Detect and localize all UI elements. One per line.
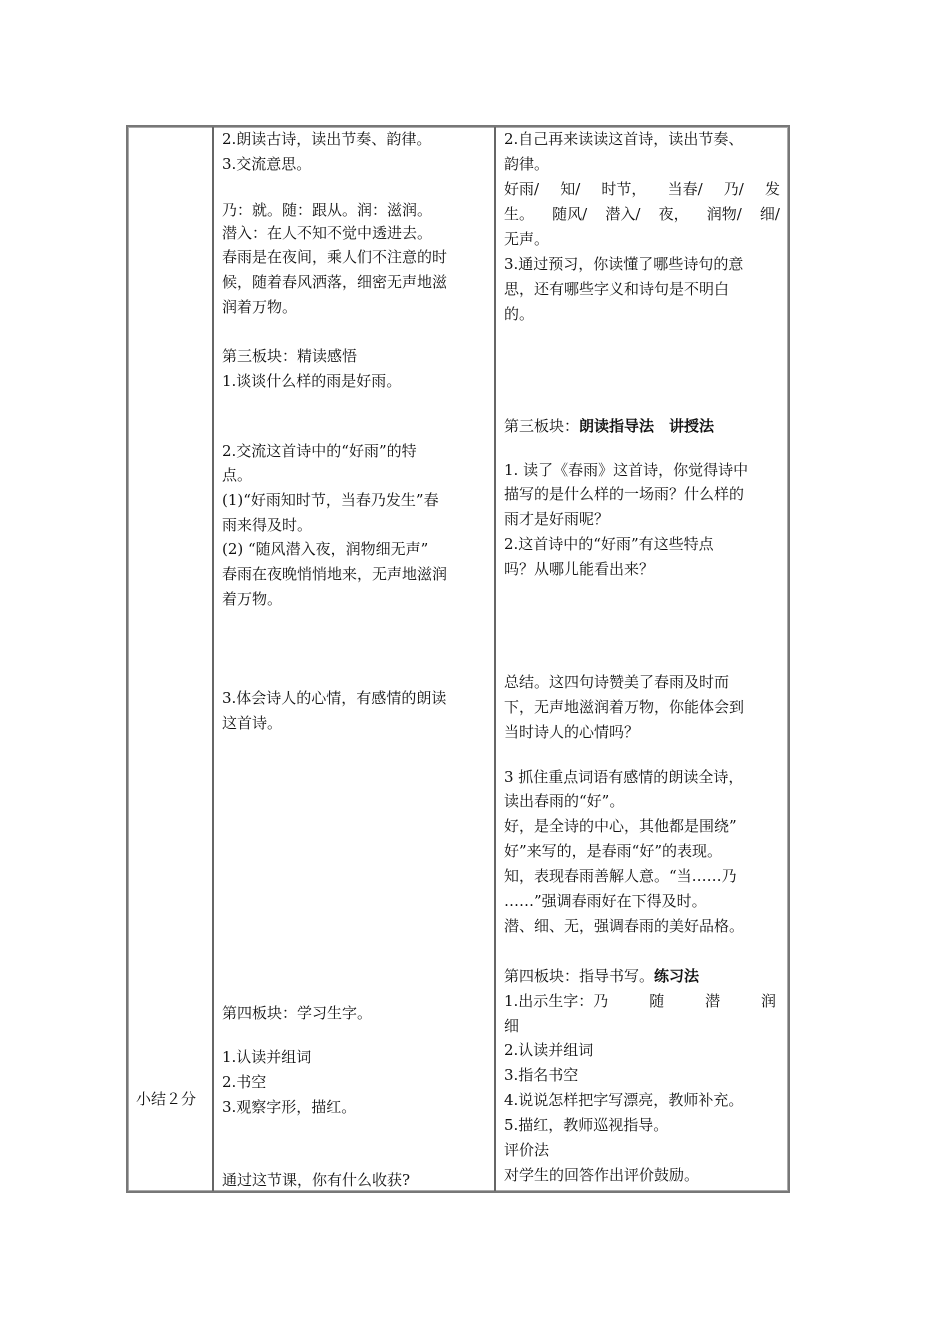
text-line: 吗？从哪儿能看出来？ xyxy=(504,560,655,578)
character-item: 潜 xyxy=(705,992,721,1010)
rhythm-segment: 乃/ xyxy=(723,180,744,198)
text-line: 通过这节课，你有什么收获? xyxy=(222,1171,411,1189)
text-line: 2.这首诗中的“好雨”有这些特点 xyxy=(504,535,714,553)
rhythm-segment: 好雨/ xyxy=(504,180,540,198)
text-line: 着万物。 xyxy=(222,590,283,608)
text-line: 5.描红，教师巡视指导。 xyxy=(504,1116,669,1134)
text-line: 候，随着春风洒落，细密无声地滋 xyxy=(222,273,448,291)
text-line: 的。 xyxy=(504,305,535,323)
rhythm-segment: 润物/ xyxy=(706,205,742,223)
lesson-plan-table xyxy=(126,125,790,1193)
new-characters-line xyxy=(504,992,776,1011)
text-line: 3.观察字形，描红。 xyxy=(222,1098,357,1116)
poem-rhythm-line xyxy=(504,205,780,224)
text-line: 对学生的回答作出评价鼓励。 xyxy=(504,1166,700,1184)
teacher-activity-column xyxy=(496,127,788,1191)
rhythm-segment: 细/ xyxy=(759,205,780,223)
section-heading-prefix: 第三板块： xyxy=(504,417,580,435)
rhythm-segment: 随风/ xyxy=(552,205,588,223)
text-line: 2.自己再来读读这首诗，读出节奏、 xyxy=(504,130,744,148)
text-line: 4.说说怎样把字写漂亮，教师补充。 xyxy=(504,1091,744,1109)
text-line: ……”强调春雨好在下得及时。 xyxy=(504,892,707,910)
text-line: 雨才是好雨呢？ xyxy=(504,510,610,528)
text-line: 2.朗读古诗，读出节奏、韵律。 xyxy=(222,130,432,148)
poem-rhythm-line xyxy=(504,180,780,199)
text-line: 好，是全诗的中心，其他都是围绕” xyxy=(504,817,737,835)
text-line: 3.交流意思。 xyxy=(222,155,312,173)
text-line: 润着万物。 xyxy=(222,298,298,316)
method-label: 朗读指导法 讲授法 xyxy=(579,417,715,435)
text-line: 描写的是什么样的一场雨？什么样的 xyxy=(504,485,745,503)
rhythm-segment: 生。 xyxy=(504,205,535,223)
stage-label: 小结２分 xyxy=(136,1090,197,1108)
text-line: 知，表现春雨善解人意。“当……乃 xyxy=(504,867,737,885)
method-label: 练习法 xyxy=(654,967,700,985)
rhythm-segment: 潜入/ xyxy=(605,205,641,223)
character-item: 1.出示生字：乃 xyxy=(504,992,609,1010)
character-item: 随 xyxy=(649,992,665,1010)
section-heading: 第四板块：学习生字。 xyxy=(222,1004,373,1022)
rhythm-segment: 夜， xyxy=(658,205,689,223)
text-line: 1. 读了《春雨》这首诗，你觉得诗中 xyxy=(504,461,749,479)
rhythm-segment: 发 xyxy=(764,180,780,198)
text-line: 3.指名书空 xyxy=(504,1066,579,1084)
section-heading xyxy=(504,417,714,436)
rhythm-segment: 当春/ xyxy=(667,180,703,198)
stage-column xyxy=(128,127,212,1191)
text-line: 韵律。 xyxy=(504,155,550,173)
text-line: 潜入：在人不知不觉中透进去。 xyxy=(222,224,433,242)
rhythm-segment: 知/ xyxy=(560,180,581,198)
text-line: 潜、细、无，强调春雨的美好品格。 xyxy=(504,917,745,935)
text-line: 细 xyxy=(504,1017,520,1035)
character-item: 润 xyxy=(760,992,776,1010)
text-line: 读出春雨的“好”。 xyxy=(504,792,625,810)
section-heading-prefix: 第四板块：指导书写。 xyxy=(504,967,655,985)
text-line: 无声。 xyxy=(504,230,550,248)
text-line: 1.认读并组词 xyxy=(222,1048,312,1066)
text-line: 3.通过预习，你读懂了哪些诗句的意 xyxy=(504,255,744,273)
student-activity-column xyxy=(214,127,494,1191)
text-line: 2.交流这首诗中的“好雨”的特 xyxy=(222,442,417,460)
text-line: (2) “随风潜入夜，润物细无声” xyxy=(222,540,429,558)
method-note: 评价法 xyxy=(504,1141,550,1159)
text-line: 2.书空 xyxy=(222,1073,267,1091)
text-line: 2.认读并组词 xyxy=(504,1041,594,1059)
text-line: 这首诗。 xyxy=(222,714,283,732)
text-line: 总结。这四句诗赞美了春雨及时而 xyxy=(504,673,730,691)
text-line: (1)“好雨知时节，当春乃发生”春 xyxy=(222,491,439,509)
text-line: 当时诗人的心情吗？ xyxy=(504,723,640,741)
section-heading xyxy=(504,967,699,986)
text-line: 好”来写的，是春雨“好”的表现。 xyxy=(504,842,723,860)
text-line: 乃：就。随：跟从。润：滋润。 xyxy=(222,201,433,219)
text-line: 3.体会诗人的心情，有感情的朗读 xyxy=(222,689,447,707)
text-line: 春雨是在夜间，乘人们不注意的时 xyxy=(222,248,448,266)
section-heading: 第三板块：精读感悟 xyxy=(222,347,358,365)
text-line: 春雨在夜晚悄悄地来，无声地滋润 xyxy=(222,565,448,583)
text-line: 下，无声地滋润着万物，你能体会到 xyxy=(504,698,745,716)
text-line: 1.谈谈什么样的雨是好雨。 xyxy=(222,372,402,390)
text-line: 点。 xyxy=(222,466,253,484)
text-line: 3 抓住重点词语有感情的朗读全诗， xyxy=(504,768,744,786)
text-line: 雨来得及时。 xyxy=(222,516,313,534)
text-line: 思，还有哪些字义和诗句是不明白 xyxy=(504,280,730,298)
rhythm-segment: 时节， xyxy=(601,180,647,198)
